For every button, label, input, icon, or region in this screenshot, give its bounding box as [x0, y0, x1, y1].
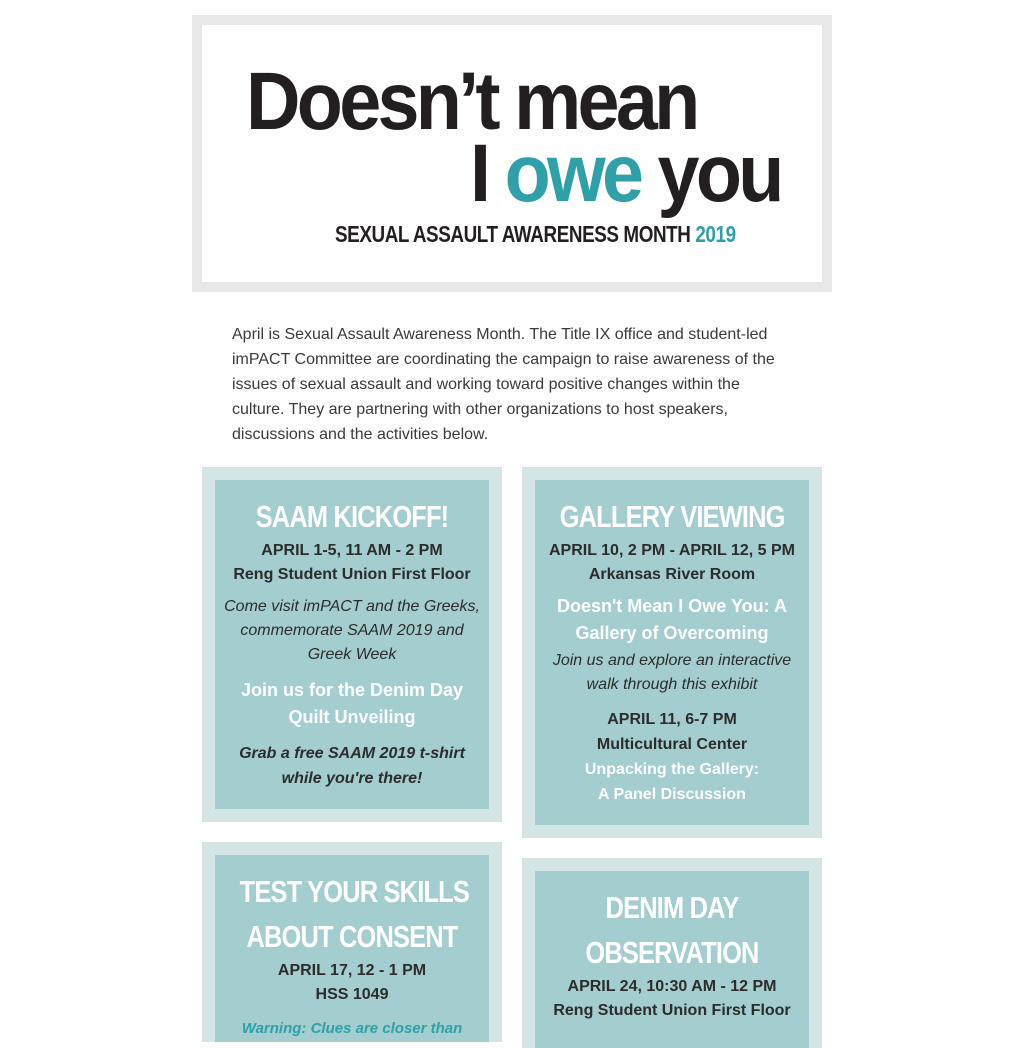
headline-owe: owe: [504, 128, 641, 219]
card-title: SAAM KICKOFF!: [255, 499, 449, 534]
panel-date: APRIL 11, 6-7 PM: [607, 711, 737, 728]
card-body: [535, 871, 809, 1048]
event-card-denim-day: [522, 858, 822, 1048]
panel-title-line-2: A Panel Discussion: [598, 786, 746, 803]
event-tagline: Grab a free SAAM 2019 t-shirt while you're there!: [239, 745, 465, 787]
event-description: Come visit imPACT and the Greeks, commemorate SAAM 2019 and Greek Week: [224, 598, 480, 663]
card-body: [535, 480, 809, 825]
banner-inner: [202, 25, 822, 282]
card-title-line-1: TEST YOUR SKILLS: [239, 874, 470, 909]
headline-you: you: [640, 128, 781, 219]
event-date: APRIL 1-5, 11 AM - 2 PM: [261, 542, 443, 559]
event-location: HSS 1049: [315, 986, 389, 1003]
card-body: [215, 480, 489, 809]
event-date: APRIL 17, 12 - 1 PM: [277, 962, 427, 979]
card-title-line-1: DENIM DAY: [605, 890, 739, 925]
header-banner: [192, 15, 832, 292]
event-highlight: Doesn't Mean I Owe You: A Gallery of Overcoming: [557, 596, 787, 643]
event-date: APRIL 24, 10:30 AM - 12 PM: [567, 978, 777, 995]
card-title-line-2: OBSERVATION: [585, 935, 759, 970]
card-title: GALLERY VIEWING: [559, 499, 785, 534]
headline-i: I: [470, 128, 505, 219]
event-card-gallery: [522, 467, 822, 838]
headline-line-1: Doesn’t mean: [246, 56, 697, 147]
event-location: Arkansas River Room: [588, 566, 756, 583]
event-warning: Warning: Clues are closer than: [241, 1020, 463, 1037]
event-location: Reng Student Union First Floor: [233, 566, 471, 583]
event-highlight: Join us for the Denim Day Quilt Unveiling: [240, 680, 464, 727]
card-body: [215, 855, 489, 1042]
subhead-year: 2019: [695, 221, 736, 247]
banner-subhead: [335, 221, 736, 248]
event-date: APRIL 10, 2 PM - APRIL 12, 5 PM: [549, 542, 795, 559]
event-card-kickoff: [202, 467, 502, 822]
headline-line-2: [470, 128, 781, 219]
event-description: Join us and explore an interactive walk through this exhibit: [552, 652, 792, 693]
intro-paragraph: April is Sexual Assault Awareness Month. The Title IX office and student-led imPACT Committee are coordinating the campaign to raise awareness of the issues of sexual assault and working toward positive changes within the culture. They are partnering with other organizations to host speakers, discussions and the activities below.: [232, 326, 775, 443]
event-location: Reng Student Union First Floor: [553, 1002, 791, 1019]
subhead-text: SEXUAL ASSAULT AWARENESS MONTH: [335, 221, 696, 247]
panel-location: Multicultural Center: [596, 736, 748, 753]
card-title-line-2: ABOUT CONSENT: [246, 919, 458, 954]
panel-title-line-1: Unpacking the Gallery:: [584, 761, 760, 778]
event-card-consent: [202, 842, 502, 1042]
